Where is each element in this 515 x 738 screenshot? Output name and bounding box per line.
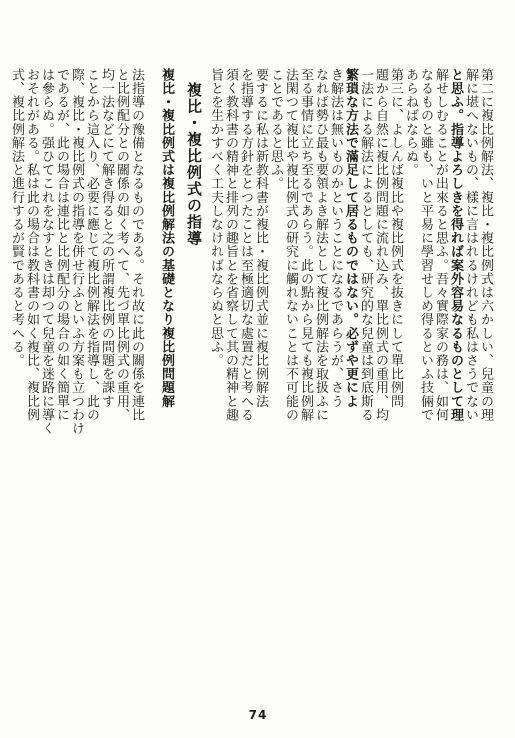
text-column: き解法は無いものかということになるであらうが、さう [328,68,343,408]
text-column: は參らぬ。强ひてこれをなすときは却つて兒童を迷路に導く [39,68,54,436]
text-column: あらねばならぬ。 [403,68,418,177]
text-column: 一法による解法によるとしても、研究的な兒童は到底斯る [358,68,373,422]
text-column: 法指導の豫備となるものである。それ故に此の關係を連比 [129,68,144,422]
text-column: 題から自然に複比例問題に流れ込み、單比例式の重用、均 [373,68,388,422]
text-column: と比例配分との關係の如く考へて、先づ單比例式の重用、 [114,68,129,422]
text-column: 解せしむることが出來ると思ふ。吾々實際家の務は、如何 [433,68,448,422]
text-column: 旨とを生かすべく工夫しなければならぬと思ふ。 [208,68,223,368]
text-column: おそれがある。私は此の場合は教科書の如く複比、複比例 [24,68,39,422]
text-column: 須く教科書の精神と排列の趣旨とを省察して其の精神と趣 [223,68,238,422]
text-column: 解に堪へないもの、樣に言はれるけれども私はさうでない [463,68,478,422]
text-column: ことであると思ふ。 [268,68,283,191]
text-column: なるものと雖も、いと平易に學習せしめ得るといふ技倆で [418,68,433,422]
text-column: を指導する方針をとつたことは至極適切な處置だと考へる [238,68,253,422]
text-column: であるが、此の場合は連比と比例配分の場合の如く簡單に [54,68,69,422]
text-column: 均一法などにて解き得ると之の所謂複比例の問題を課す [99,68,114,408]
text-column: と思ふ。指導よろしきを得れば案外容易なるものとして理 [448,68,463,422]
text-column: 要するに私は新教科書が複比・複比例式並に複比例解法 [253,68,268,408]
text-column: なれば勢ひ最も要領よき解法として複比例解法を取扱ふに [313,68,328,422]
text-column: 第三に、よしんば複比や複比例式を抜きにして單比例問 [388,68,403,408]
text-column: 第二に複比例解法、複比・複比例式は六かしい、兒童の理 [478,68,493,422]
text-column: 繁瑣な方法で滿足して居るものではない。必ずや更によ [343,68,358,408]
text-column: 際、複比・複比例式の指導を併せ行ふといふ方案も立つわけ [69,68,84,436]
text-column: 法閑つて複比や複比例式の研究に觸れないことは不可能の [283,68,298,422]
text-column: 複比・複比例式は複比例解法の基礎となり複比例問題解 [159,68,174,408]
text-column: 式、複比例解法と進行するが賢であると考へる。 [9,68,24,368]
page-number: 74 [248,708,268,722]
text-column: 至る事情に立ち至るであらう。此の點から見ても複比例解 [298,68,313,422]
section-heading: 複比・複比例式の指導 [185,82,203,247]
text-column: ことから這入り、必要に應じて複比例解法を指導し、此の [84,68,99,422]
